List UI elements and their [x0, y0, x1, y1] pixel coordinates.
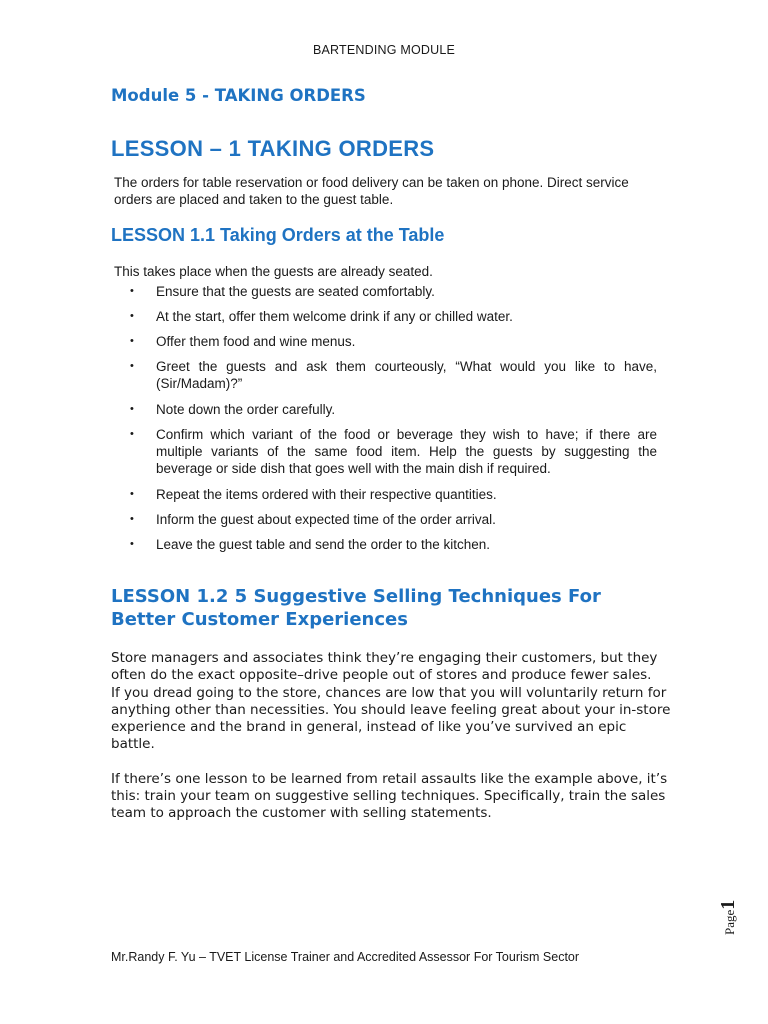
lesson-1-2-paragraph: If you dread going to the store, chances are low that you will voluntarily return for anything other than necessities. You should leave feeling great about your in-store experience and the brand in general, instead of like you’ve survived an epic battle.	[111, 684, 671, 753]
bullet-item: • Offer them food and wine menus.	[130, 333, 657, 350]
page-number: 1	[717, 899, 739, 910]
bullet-item: • Note down the order carefully.	[130, 401, 657, 418]
lesson-1-1-intro: This takes place when the guests are already seated.	[114, 264, 433, 279]
bullet-item: • Greet the guests and ask them courteously, “What would you like to have, (Sir/Madam)?”	[130, 358, 657, 392]
bullet-item: • Inform the guest about expected time of the order arrival.	[130, 511, 657, 528]
bullet-item: • Leave the guest table and send the order to the kitchen.	[130, 536, 657, 553]
lesson-1-1-heading: LESSON 1.1 Taking Orders at the Table	[111, 225, 445, 245]
bullet-item: • At the start, offer them welcome drink if any or chilled water.	[130, 308, 657, 325]
lesson-1-heading: LESSON – 1 TAKING ORDERS	[111, 136, 435, 161]
page-number-marker	[690, 893, 739, 935]
lesson-1-1-bullet-list	[130, 283, 657, 553]
page-label: Page	[722, 909, 737, 935]
lesson-1-2-paragraph: Store managers and associates think they’re engaging their customers, but they often do the exact opposite–drive people out of stores and produce fewer sales.	[111, 650, 658, 684]
page-header: BARTENDING MODULE	[312, 43, 456, 57]
bullet-item: • Confirm which variant of the food or beverage they wish to have; if there are multiple variants of the same food item. Help the guests by suggesting the beverage or side dish that goes well with the main dish if required.	[130, 426, 657, 477]
bullet-item: • Ensure that the guests are seated comfortably.	[130, 283, 657, 300]
page-footer: Mr.Randy F. Yu – TVET License Trainer and Accredited Assessor For Tourism Sector	[111, 950, 580, 964]
module-title: Module 5 - TAKING ORDERS	[111, 86, 366, 105]
lesson-1-paragraph: The orders for table reservation or food delivery can be taken on phone. Direct service orders are placed and taken to the guest table.	[114, 175, 629, 207]
lesson-1-2-heading: LESSON 1.2 5 Suggestive Selling Techniques For Better Customer Experiences	[111, 586, 601, 630]
lesson-1-2-paragraph: If there’s one lesson to be learned from retail assaults like the example above, it’s this: train your team on suggestive selling techniques. Specifically, train the sales team to approach the customer with selling statements.	[111, 770, 668, 822]
bullet-item: • Repeat the items ordered with their respective quantities.	[130, 486, 657, 503]
lesson-1-2-body	[111, 650, 671, 823]
